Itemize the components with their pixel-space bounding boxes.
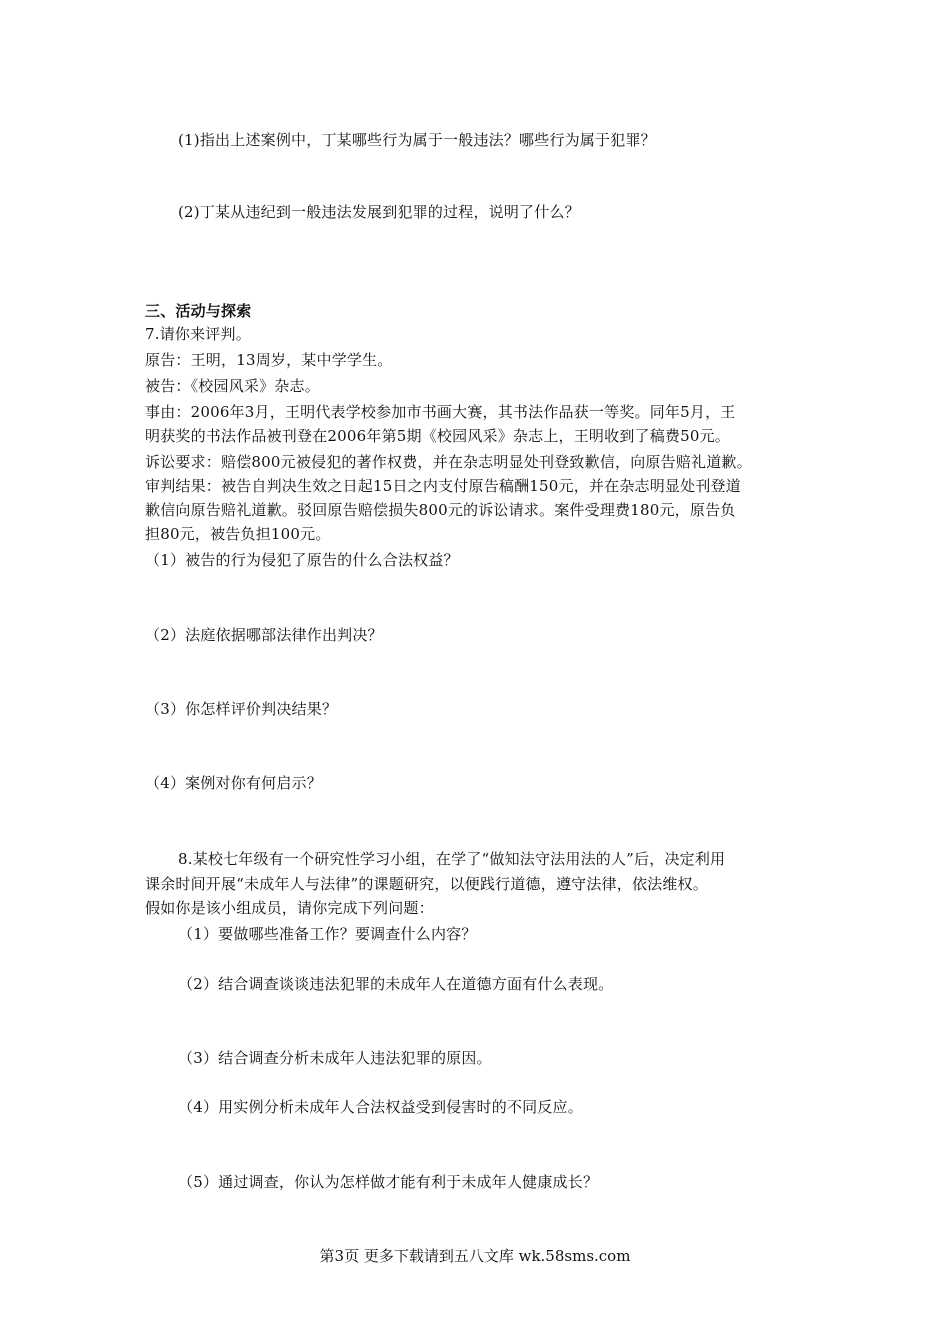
q8-sub1: （1）要做哪些准备工作？要调查什么内容？ xyxy=(178,925,477,943)
q8-intro-line3: 假如你是该小组成员，请你完成下列问题： xyxy=(145,899,434,917)
q7-verdict-line3: 担80元，被告负担100元。 xyxy=(145,525,331,543)
q6-sub2: (2)丁某从违纪到一般违法发展到犯罪的过程，说明了什么？ xyxy=(178,203,580,221)
q7-facts-line2: 明获奖的书法作品被刊登在2006年第5期《校园风采》杂志上，王明收到了稿费50元。 xyxy=(145,427,731,445)
q7-facts-line1: 事由：2006年3月，王明代表学校参加市书画大赛，其书法作品获一等奖。同年5月，王 xyxy=(145,403,736,421)
q7-verdict-line2: 歉信向原告赔礼道歉。驳回原告赔偿损失800元的诉讼请求。案件受理费180元，原告负 xyxy=(145,501,736,519)
q7-sub3: （3）你怎样评价判决结果？ xyxy=(145,700,338,718)
q8-sub2: （2）结合调查谈谈违法犯罪的未成年人在道德方面有什么表现。 xyxy=(178,975,614,993)
q8-sub4: （4）用实例分析未成年人合法权益受到侵害时的不同反应。 xyxy=(178,1098,583,1116)
q7-sub4: （4）案例对你有何启示？ xyxy=(145,774,322,792)
q8-intro-line2: 课余时间开展“未成年人与法律”的课题研究，以便践行道德，遵守法律，依法维权。 xyxy=(145,875,708,893)
q7-claim: 诉讼要求：赔偿800元被侵犯的著作权费，并在杂志明显处刊登致歉信，向原告赔礼道歉。 xyxy=(145,453,752,471)
q6-sub1: (1)指出上述案例中，丁某哪些行为属于一般违法？哪些行为属于犯罪？ xyxy=(178,131,656,149)
q8-sub5: （5）通过调查，你认为怎样做才能有利于未成年人健康成长？ xyxy=(178,1173,599,1191)
q7-sub2: （2）法庭依据哪部法律作出判决？ xyxy=(145,626,383,644)
q7-title: 7.请你来评判。 xyxy=(145,325,251,343)
q7-plaintiff: 原告：王明，13周岁，某中学学生。 xyxy=(145,351,393,369)
section-heading: 三、活动与探索 xyxy=(145,302,252,320)
q7-verdict-line1: 审判结果：被告自判决生效之日起15日之内支付原告稿酬150元，并在杂志明显处刊登道 xyxy=(145,477,741,495)
q8-sub3: （3）结合调查分析未成年人违法犯罪的原因。 xyxy=(178,1049,492,1067)
q8-intro-line1: 8.某校七年级有一个研究性学习小组，在学了“做知法守法用法的人”后，决定利用 xyxy=(178,850,726,868)
q7-sub1: （1）被告的行为侵犯了原告的什么合法权益？ xyxy=(145,551,459,569)
page-footer: 第3页 更多下载请到五八文库 wk.58sms.com xyxy=(319,1247,631,1265)
q7-defendant: 被告：《校园风采》杂志。 xyxy=(145,377,320,395)
